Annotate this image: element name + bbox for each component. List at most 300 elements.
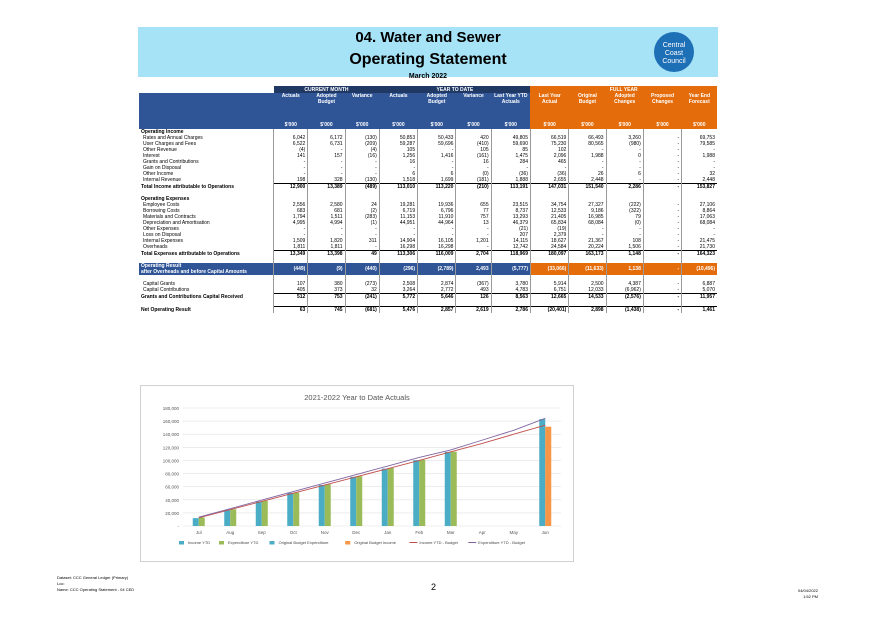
x-tick-label: Mar bbox=[446, 530, 455, 535]
cell-value: - bbox=[456, 232, 491, 238]
operating-result-value: (33,066) bbox=[530, 263, 568, 275]
cell-value: 2,448 bbox=[569, 177, 606, 184]
bar-expenditure-ytd bbox=[419, 460, 425, 526]
cell-value: - bbox=[569, 147, 606, 153]
cell-value: - bbox=[345, 226, 379, 232]
report-period: March 2022 bbox=[408, 73, 448, 80]
cell-value: 113,306 bbox=[379, 251, 417, 258]
column-header: Proposed Changes bbox=[643, 93, 681, 121]
cell-value: 68,084 bbox=[682, 220, 717, 226]
cell-value: - bbox=[643, 287, 681, 294]
cell-value: 6,751 bbox=[530, 287, 568, 294]
cell-value: 27,106 bbox=[682, 202, 717, 208]
cell-value: (161) bbox=[456, 153, 491, 159]
column-header: Adopted Changes bbox=[606, 93, 643, 121]
cell-value: 16,105 bbox=[418, 238, 456, 244]
cell-value: - bbox=[418, 165, 456, 171]
bar-income-ytd bbox=[256, 501, 262, 526]
cell-value: - bbox=[308, 171, 345, 177]
row-label: Overheads bbox=[143, 244, 168, 251]
cell-value: 16,985 bbox=[569, 214, 606, 220]
cell-value: - bbox=[418, 226, 456, 232]
row-label: Operating Income bbox=[141, 129, 184, 135]
cell-value: 16,298 bbox=[418, 244, 456, 251]
cell-value: - bbox=[418, 159, 456, 165]
footer-name: Name: CCC Operating Statement - 04 CED bbox=[57, 587, 135, 592]
row-label: Capital Grants bbox=[143, 281, 175, 287]
cell-value: 13,349 bbox=[274, 251, 308, 258]
cell-value: 9,186 bbox=[569, 208, 606, 214]
column-header: Actuals bbox=[274, 93, 308, 121]
cell-value: 1,518 bbox=[379, 177, 417, 184]
cell-value: (283) bbox=[345, 214, 379, 220]
cell-value: 66,519 bbox=[530, 135, 568, 141]
cell-value: - bbox=[682, 165, 717, 171]
x-tick-label: May bbox=[509, 530, 519, 535]
cell-value: 17,063 bbox=[682, 214, 717, 220]
cell-value: 6,731 bbox=[308, 141, 345, 147]
legend-label: Original Budget Income bbox=[354, 540, 397, 545]
operating-result-value: - bbox=[643, 263, 681, 275]
cell-value: 380 bbox=[308, 281, 345, 287]
cell-value: (130) bbox=[345, 177, 379, 184]
cell-value: - bbox=[379, 165, 417, 171]
bar-income-ytd bbox=[287, 493, 293, 526]
cell-value: 1,811 bbox=[274, 244, 308, 251]
cell-value: - bbox=[345, 165, 379, 171]
footer-loc: Loc: bbox=[57, 581, 65, 586]
row-label: Other Revenue bbox=[143, 147, 177, 153]
unit-header: $'000 bbox=[379, 121, 417, 129]
row-label: Interest bbox=[143, 153, 160, 159]
cell-value: (130) bbox=[345, 135, 379, 141]
legend-label: Income YTD bbox=[188, 540, 211, 545]
cell-value: - bbox=[606, 177, 643, 184]
cell-value: 163,173 bbox=[569, 251, 606, 258]
cell-value: 116,009 bbox=[418, 251, 456, 258]
cell-value: - bbox=[643, 220, 681, 226]
cell-value: 24,584 bbox=[530, 244, 568, 251]
row-label: Total Income attributable to Operations bbox=[141, 183, 234, 190]
cell-value: 198 bbox=[274, 177, 308, 184]
cell-value: (16) bbox=[345, 153, 379, 159]
cell-value: 77 bbox=[456, 208, 491, 214]
y-tick-label: 100,000 bbox=[162, 458, 179, 464]
operating-statement-table bbox=[139, 86, 717, 313]
cell-value: - bbox=[569, 159, 606, 165]
cell-value: 105 bbox=[379, 147, 417, 153]
bar-expenditure-ytd bbox=[356, 476, 362, 526]
cell-value: 16,298 bbox=[379, 244, 417, 251]
column-header: Year End Forecast bbox=[682, 93, 717, 121]
cell-value: 44,951 bbox=[379, 220, 417, 226]
cell-value: 681 bbox=[308, 208, 345, 214]
cell-value: 373 bbox=[308, 287, 345, 294]
unit-header: $'000 bbox=[456, 121, 491, 129]
cell-value: - bbox=[682, 226, 717, 232]
cell-value: 21,730 bbox=[682, 244, 717, 251]
cell-value: 59,287 bbox=[379, 141, 417, 147]
y-tick-label: 40,000 bbox=[165, 497, 179, 503]
cell-value: 14,533 bbox=[569, 294, 606, 301]
cell-value: 1,794 bbox=[274, 214, 308, 220]
cell-value: 141 bbox=[274, 153, 308, 159]
cell-value: 21,367 bbox=[569, 238, 606, 244]
y-tick-label: 120,000 bbox=[162, 445, 179, 451]
cell-value: 2,580 bbox=[308, 202, 345, 208]
x-tick-label: Jan bbox=[384, 530, 392, 535]
cell-value: 2,619 bbox=[456, 307, 491, 314]
cell-value: (0) bbox=[606, 220, 643, 226]
row-label: Grants and Contributions Capital Received bbox=[141, 293, 243, 300]
cell-value: - bbox=[456, 165, 491, 171]
cell-value: - bbox=[345, 159, 379, 165]
bar-income-ytd bbox=[350, 477, 356, 526]
cell-value: (210) bbox=[456, 184, 491, 191]
bar-expenditure-ytd bbox=[262, 501, 268, 526]
cell-value: 153,827 bbox=[682, 184, 717, 191]
bar-income-ytd bbox=[413, 460, 419, 526]
cell-value: 4,994 bbox=[308, 220, 345, 226]
cell-value: (19) bbox=[530, 226, 568, 232]
bar-expenditure-ytd bbox=[325, 484, 331, 526]
group-header-row bbox=[139, 86, 717, 93]
cell-value: 1,988 bbox=[682, 153, 717, 159]
cell-value: - bbox=[491, 165, 530, 171]
cell-value: 12,900 bbox=[274, 184, 308, 191]
unit-header: $'000 bbox=[643, 121, 681, 129]
cell-value: (209) bbox=[345, 141, 379, 147]
row-label: Gain on Disposal bbox=[143, 165, 182, 171]
cell-value: 8,563 bbox=[491, 294, 530, 301]
y-tick-label: 80,000 bbox=[165, 471, 179, 477]
cell-value: 2,898 bbox=[569, 307, 606, 314]
cell-value: 1,820 bbox=[308, 238, 345, 244]
operating-result-value: 1,138 bbox=[606, 263, 643, 275]
cell-value: - bbox=[643, 165, 681, 171]
x-tick-label: Nov bbox=[320, 530, 329, 535]
cell-value: 21,475 bbox=[682, 238, 717, 244]
cell-value: 19,281 bbox=[379, 202, 417, 208]
cell-value: 4,783 bbox=[491, 287, 530, 294]
cell-value: (36) bbox=[530, 171, 568, 177]
y-tick-label: 160,000 bbox=[162, 419, 179, 425]
column-header: Variance bbox=[345, 93, 379, 121]
cell-value: 6 bbox=[418, 171, 456, 177]
cell-value: 46,379 bbox=[491, 220, 530, 226]
cell-value: - bbox=[308, 232, 345, 238]
legend-label: Expenditure YTD - Budget bbox=[478, 540, 525, 545]
cell-value: 180,097 bbox=[530, 251, 568, 258]
cell-value: - bbox=[606, 232, 643, 238]
row-label: Borrowing Costs bbox=[143, 208, 180, 214]
cell-value: (489) bbox=[345, 184, 379, 191]
legend-label: Expenditure YTD bbox=[228, 540, 259, 545]
operating-result-value: (449) bbox=[274, 263, 308, 275]
x-tick-label: Jul bbox=[195, 530, 202, 535]
row-label: Operating Expenses bbox=[141, 196, 190, 202]
cell-value: - bbox=[643, 141, 681, 147]
row-label: Internal Expenses bbox=[143, 238, 184, 244]
cell-value: 5,070 bbox=[682, 287, 717, 294]
cell-value: - bbox=[530, 165, 568, 171]
cell-value: (20,401) bbox=[530, 307, 568, 314]
cell-value: 85 bbox=[491, 147, 530, 153]
footer-left bbox=[57, 575, 134, 593]
bar-income-ytd bbox=[445, 452, 451, 526]
cell-value: (681) bbox=[345, 307, 379, 314]
cell-value: 1,256 bbox=[379, 153, 417, 159]
cell-value: 113,010 bbox=[379, 184, 417, 191]
bar-income-ytd bbox=[224, 510, 230, 526]
cell-value: 2,874 bbox=[418, 281, 456, 287]
cell-value: 34,754 bbox=[530, 202, 568, 208]
cell-value: 1,511 bbox=[308, 214, 345, 220]
operating-result-value: (10,496) bbox=[682, 263, 717, 275]
cell-value: 757 bbox=[456, 214, 491, 220]
cell-value: 59,696 bbox=[418, 141, 456, 147]
cell-value: 1,416 bbox=[418, 153, 456, 159]
cell-value: 493 bbox=[456, 287, 491, 294]
cell-value: 50,853 bbox=[379, 135, 417, 141]
cell-value: 79 bbox=[606, 214, 643, 220]
page-number: 2 bbox=[431, 582, 437, 592]
y-tick-label: 180,000 bbox=[162, 406, 179, 411]
cell-value: (367) bbox=[456, 281, 491, 287]
cell-value: 1,148 bbox=[606, 251, 643, 258]
cell-value: - bbox=[606, 226, 643, 232]
cell-value: 1,201 bbox=[456, 238, 491, 244]
cell-value: 405 bbox=[274, 287, 308, 294]
cell-value: - bbox=[682, 159, 717, 165]
cell-value: 2,857 bbox=[418, 307, 456, 314]
x-tick-label: Aug bbox=[226, 530, 235, 535]
cell-value: (1) bbox=[345, 220, 379, 226]
row-label: Other Expenses bbox=[143, 226, 179, 232]
cell-value: 753 bbox=[308, 294, 345, 301]
bar-original-budget-expenditure bbox=[539, 419, 545, 526]
cell-value: 24 bbox=[345, 202, 379, 208]
cell-value: 3,264 bbox=[379, 287, 417, 294]
group-header: FULL YEAR bbox=[530, 86, 717, 93]
cell-value: - bbox=[643, 184, 681, 191]
logo-line: Central bbox=[662, 42, 686, 49]
cell-value: 113,191 bbox=[491, 184, 530, 191]
unit-header: $'000 bbox=[682, 121, 717, 129]
cell-value: - bbox=[274, 159, 308, 165]
cell-value: (4) bbox=[345, 147, 379, 153]
operating-result-value: (2,789) bbox=[418, 263, 456, 275]
cell-value: 16 bbox=[379, 159, 417, 165]
x-tick-label: Dec bbox=[352, 530, 361, 535]
cell-value: (0) bbox=[456, 171, 491, 177]
row-label: Total Expenses attributable to Operations bbox=[141, 250, 240, 257]
cell-value: 14,115 bbox=[491, 238, 530, 244]
operating-result-value: (11,633) bbox=[569, 263, 606, 275]
cell-value: 1,988 bbox=[569, 153, 606, 159]
cell-value: (980) bbox=[606, 141, 643, 147]
cell-value: 6,719 bbox=[379, 208, 417, 214]
report-title: 04. Water and Sewer bbox=[355, 29, 501, 46]
row-label: Grants and Contributions bbox=[143, 159, 199, 165]
cell-value: 65,834 bbox=[530, 220, 568, 226]
cell-value: - bbox=[345, 244, 379, 251]
cell-value: (322) bbox=[606, 208, 643, 214]
cell-value: 11,153 bbox=[379, 214, 417, 220]
y-tick-label: 140,000 bbox=[162, 432, 179, 438]
cell-value: - bbox=[308, 159, 345, 165]
cell-value: 1,699 bbox=[418, 177, 456, 184]
unit-header: $'000 bbox=[274, 121, 308, 129]
cell-value: 26 bbox=[569, 171, 606, 177]
cell-value: 102 bbox=[530, 147, 568, 153]
cell-value: 79,585 bbox=[682, 141, 717, 147]
cell-value: 151,540 bbox=[569, 184, 606, 191]
cell-value: 5,476 bbox=[379, 307, 417, 314]
cell-value: 147,031 bbox=[530, 184, 568, 191]
unit-header: $'000 bbox=[345, 121, 379, 129]
cell-value: 1,475 bbox=[491, 153, 530, 159]
cell-value: (4) bbox=[274, 147, 308, 153]
cell-value: 27,327 bbox=[569, 202, 606, 208]
cell-value: 12,033 bbox=[569, 287, 606, 294]
cell-value: 8,864 bbox=[682, 208, 717, 214]
cell-value: 13,389 bbox=[308, 184, 345, 191]
cell-value: - bbox=[643, 135, 681, 141]
footer-right bbox=[790, 588, 818, 600]
column-header-row bbox=[139, 93, 717, 121]
x-tick-label: Sep bbox=[257, 530, 266, 535]
unit-header: $'000 bbox=[569, 121, 606, 129]
cell-value: - bbox=[643, 232, 681, 238]
logo-line: Coast bbox=[664, 50, 684, 57]
cell-value: 21,405 bbox=[530, 214, 568, 220]
row-label: Employee Costs bbox=[143, 202, 180, 208]
cell-value: 311 bbox=[345, 238, 379, 244]
row-label: Capital Contributions bbox=[143, 287, 190, 294]
cell-value: 6 bbox=[606, 171, 643, 177]
cell-value: 2,772 bbox=[418, 287, 456, 294]
cell-value: 157 bbox=[308, 153, 345, 159]
cell-value: 18,627 bbox=[530, 238, 568, 244]
cell-value: - bbox=[274, 171, 308, 177]
cell-value: 2,096 bbox=[530, 153, 568, 159]
cell-value: 2,556 bbox=[274, 202, 308, 208]
cell-value: 2,448 bbox=[682, 177, 717, 184]
row-label: Materials and Contracts bbox=[143, 214, 196, 220]
cell-value: - bbox=[569, 232, 606, 238]
cell-value: - bbox=[379, 226, 417, 232]
operating-result-value: 2,493 bbox=[456, 263, 491, 275]
cell-value: - bbox=[643, 171, 681, 177]
cell-value: 44,964 bbox=[418, 220, 456, 226]
row-label: Loss on Disposal bbox=[143, 232, 182, 238]
cell-value: - bbox=[274, 232, 308, 238]
cell-value: 6,796 bbox=[418, 208, 456, 214]
cell-value: 3,260 bbox=[606, 135, 643, 141]
cell-value: 328 bbox=[308, 177, 345, 184]
cell-value: - bbox=[308, 165, 345, 171]
cell-value: (2) bbox=[345, 208, 379, 214]
cell-value: - bbox=[643, 202, 681, 208]
cell-value: 12,742 bbox=[491, 244, 530, 251]
council-logo bbox=[654, 32, 694, 72]
unit-header: $'000 bbox=[418, 121, 456, 129]
cell-value: 6 bbox=[379, 171, 417, 177]
column-header: Last Year Actual bbox=[530, 93, 568, 121]
cell-value: 284 bbox=[491, 159, 530, 165]
cell-value: - bbox=[345, 232, 379, 238]
cell-value: 1,811 bbox=[308, 244, 345, 251]
bar-expenditure-ytd bbox=[451, 452, 457, 526]
row-label: Other Income bbox=[143, 171, 174, 177]
cell-value: 75,230 bbox=[530, 141, 568, 147]
y-tick-label: 20,000 bbox=[165, 510, 179, 516]
bar-income-ytd bbox=[319, 485, 325, 526]
cell-value: 2,786 bbox=[491, 307, 530, 314]
cell-value: - bbox=[308, 226, 345, 232]
cell-value: (241) bbox=[345, 294, 379, 301]
cell-value: (410) bbox=[456, 141, 491, 147]
chart-svg bbox=[141, 386, 573, 561]
cell-value: - bbox=[643, 147, 681, 153]
footer-date: 04/04/2022 bbox=[797, 588, 818, 593]
cell-value: - bbox=[569, 165, 606, 171]
cell-value: 2,500 bbox=[569, 281, 606, 287]
cell-value: 5,646 bbox=[418, 294, 456, 301]
cell-value: 49,805 bbox=[491, 135, 530, 141]
cell-value: - bbox=[274, 165, 308, 171]
bar-expenditure-ytd bbox=[293, 493, 299, 526]
cell-value: 113,220 bbox=[418, 184, 456, 191]
column-header: Adopted Budget bbox=[308, 93, 345, 121]
operating-result-value: (9) bbox=[308, 263, 345, 275]
cell-value: 1,506 bbox=[606, 244, 643, 251]
legend-swatch bbox=[270, 541, 275, 545]
cell-value: 12,533 bbox=[530, 208, 568, 214]
operating-result-value: (5,777) bbox=[491, 263, 530, 275]
cell-value: - bbox=[569, 226, 606, 232]
cell-value: - bbox=[308, 147, 345, 153]
cell-value: 6,042 bbox=[274, 135, 308, 141]
cell-value: 6,887 bbox=[682, 281, 717, 287]
cell-value: 5,914 bbox=[530, 281, 568, 287]
operating-result-title: Operating Result bbox=[141, 263, 182, 269]
cell-value: - bbox=[643, 177, 681, 184]
cell-value: 19,936 bbox=[418, 202, 456, 208]
cell-value: - bbox=[606, 165, 643, 171]
cell-value: 13 bbox=[456, 220, 491, 226]
cell-value: (36) bbox=[491, 171, 530, 177]
cell-value: (2,576) bbox=[606, 294, 643, 301]
cell-value: - bbox=[418, 232, 456, 238]
footer-time: 1:52 PM bbox=[803, 594, 818, 599]
row-label: Internal Revenue bbox=[143, 177, 182, 184]
row-label: Depreciation and Amortisation bbox=[143, 220, 210, 226]
unit-header: $'000 bbox=[606, 121, 643, 129]
chart-title: 2021-2022 Year to Date Actuals bbox=[304, 393, 410, 402]
group-header: YEAR TO DATE bbox=[379, 86, 530, 93]
cell-value: 683 bbox=[274, 208, 308, 214]
ytd-actuals-chart bbox=[140, 385, 574, 562]
x-tick-label: Jun bbox=[541, 530, 549, 535]
cell-value: 20,224 bbox=[569, 244, 606, 251]
cell-value: 164,323 bbox=[682, 251, 717, 258]
logo-line: Council bbox=[662, 58, 686, 65]
cell-value: 4,995 bbox=[274, 220, 308, 226]
operating-result-value: (440) bbox=[345, 263, 379, 275]
legend-label: Original Budget Expenditure bbox=[278, 540, 329, 545]
